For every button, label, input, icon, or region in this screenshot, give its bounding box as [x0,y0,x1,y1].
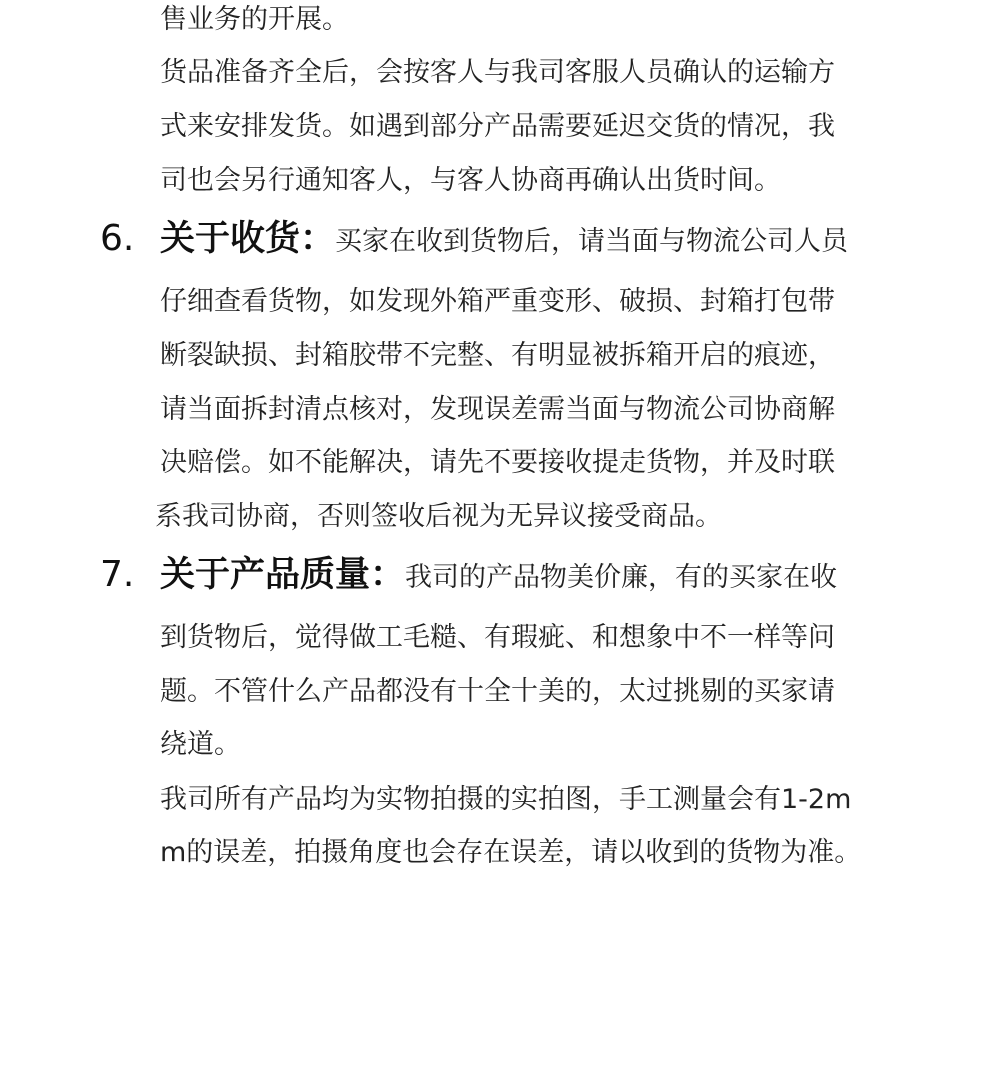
section7-heading-line [160,555,837,601]
section7-line-6: m的误差，拍摄角度也会存在误差，请以收到的货物为准。 [160,837,862,868]
section6-line-3: 断裂缺损、封箱胶带不完整、有明显被拆箱开启的痕迹， [160,340,835,371]
section6-line-4: 请当面拆封清点核对，发现误差需当面与物流公司协商解 [160,394,835,425]
section6-heading-line [160,219,848,265]
section7-line-5: 我司所有产品均为实物拍摄的实拍图，手工测量会有1-2m [160,784,852,815]
section5-line-3: 式来安排发货。如遇到部分产品需要延迟交货的情况，我 [160,111,835,142]
section7-heading: 关于产品质量： [160,555,406,595]
section6-number: 6. [100,218,135,259]
section7-line-2: 到货物后，觉得做工毛糙、有瑕疵、和想象中不一样等问 [160,622,835,653]
section5-line-1: 售业务的开展。 [160,4,349,35]
section7-line-4: 绕道。 [160,729,241,760]
section7-line-1: 我司的产品物美价廉，有的买家在收 [405,562,838,593]
section6-heading: 关于收货： [160,219,336,259]
section7-line-3: 题。不管什么产品都没有十全十美的，太过挑剔的买家请 [160,676,835,707]
section6-line-2: 仔细查看货物，如发现外箱严重变形、破损、封箱打包带 [160,286,835,317]
section6-line-6: 系我司协商，否则签收后视为无异议接受商品。 [155,501,722,532]
section7-number: 7. [100,554,135,595]
section6-line-5: 决赔偿。如不能解决，请先不要接收提走货物，并及时联 [160,447,835,478]
section6-line-1: 买家在收到货物后，请当面与物流公司人员 [335,226,849,257]
section5-line-2: 货品准备齐全后，会按客人与我司客服人员确认的运输方 [160,57,835,88]
section5-line-4: 司也会另行通知客人，与客人协商再确认出货时间。 [160,165,781,196]
